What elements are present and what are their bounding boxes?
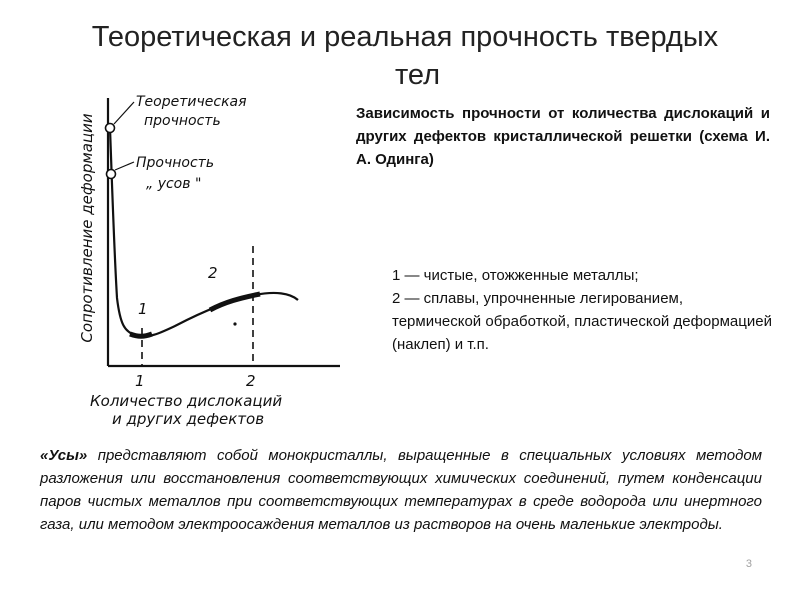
whisker-strength-label-line-1: Прочность xyxy=(136,155,215,171)
whiskers-term: «Усы» xyxy=(40,447,88,464)
curve-label-1: 1 xyxy=(138,300,148,318)
strength-curve-thick-segment-1 xyxy=(130,334,152,336)
whisker-strength-leader xyxy=(115,162,134,170)
theoretical-strength-label-line-2: прочность xyxy=(144,113,221,129)
slide-title-line-2: тел xyxy=(394,59,441,91)
legend-item-1: 1 — чистые, отожженные металлы; xyxy=(392,267,639,284)
whiskers-text: представляют собой монокристаллы, выращенные в специальных условиях методом разложения или восстановления соответствующих химических соединений, путем конденсации паров чистых металлов при соответствующих температурах в среде водорода или инертного газа, или методом электроосаждения металлов из растворов на очень маленькие электроды. xyxy=(40,447,762,533)
strength-dislocation-diagram xyxy=(60,88,355,433)
theoretical-strength-label-line-1: Теоретическая xyxy=(136,94,247,110)
x-tick-label-2: 2 xyxy=(246,372,256,390)
x-axis-label-line-2: и других дефектов xyxy=(112,410,265,428)
curve-label-2: 2 xyxy=(208,264,218,282)
whisker-strength-label-line-2: „ усов " xyxy=(146,176,202,192)
x-axis-label-line-1: Количество дислокаций xyxy=(90,392,283,410)
slide-title-line-1: Теоретическая и реальная прочность твердых xyxy=(91,21,719,53)
legend-item-2: 2 — сплавы, упрочненные легированием, термической обработкой, пластической деформацией (наклеп) и т.п. xyxy=(392,290,772,353)
stray-dot xyxy=(233,322,236,325)
diagram-legend xyxy=(392,264,772,356)
x-tick-label-1: 1 xyxy=(135,372,145,390)
whiskers-paragraph xyxy=(40,444,762,536)
theoretical-strength-marker xyxy=(106,124,115,133)
diagram-description: Зависимость прочности от количества дислокаций и других дефектов кристаллической решетки (схема И. А. Одинга) xyxy=(356,105,770,168)
page-number: 3 xyxy=(745,558,752,570)
whisker-strength-marker xyxy=(107,170,116,179)
y-axis-label: Сопротивление деформации xyxy=(78,113,96,343)
theoretical-strength-leader xyxy=(114,102,134,124)
slide-title xyxy=(40,18,770,94)
